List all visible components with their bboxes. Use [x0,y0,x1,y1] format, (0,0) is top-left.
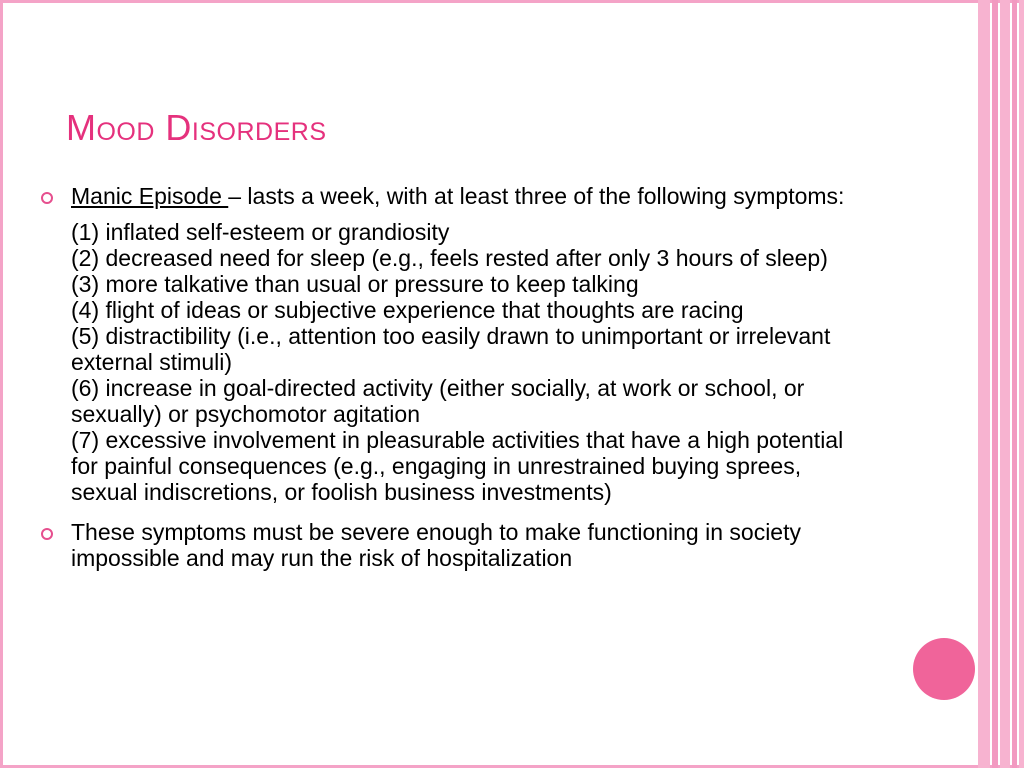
slide-border-left [0,0,3,768]
decorative-stripes [978,0,1024,768]
symptom-item: (6) increase in goal-directed activity (either socially, at work or school, or sexually) or psychomotor agitation [71,375,805,427]
slide-content [40,183,860,571]
stripe [1019,0,1024,768]
symptom-item: (2) decreased need for sleep (e.g., feels rested after only 3 hours of sleep) [71,245,828,271]
stripe [992,0,998,768]
symptom-item: (4) flight of ideas or subjective experience that thoughts are racing [71,297,744,323]
manic-episode-term: Manic Episode [71,183,229,209]
decorative-circle [913,638,975,700]
stripe [978,0,990,768]
symptom-item: (3) more talkative than usual or pressure to keep talking [71,271,639,297]
bullet-manic-episode [40,183,860,505]
bullet-severity [40,519,860,571]
manic-episode-description: – lasts a week, with at least three of the following symptoms: [228,183,845,209]
stripe [1012,0,1017,768]
slide-title: Mood Disorders [66,107,327,148]
stripe [1000,0,1010,768]
symptom-item: (1) inflated self-esteem or grandiosity [71,219,450,245]
bullet-circle-icon [41,528,53,540]
severity-text: These symptoms must be severe enough to make functioning in society impossible and may run the risk of hospitalization [71,519,801,571]
symptom-list [71,219,860,505]
bullet-circle-icon [41,192,53,204]
symptom-item: (7) excessive involvement in pleasurable activities that have a high potential for painful consequences (e.g., engaging in unrestrained buying sprees, sexual indiscretions, or foolish business investments) [71,427,844,505]
symptom-item: (5) distractibility (i.e., attention too easily drawn to unimportant or irrelevant external stimuli) [71,323,831,375]
slide-border-top [0,0,1024,3]
